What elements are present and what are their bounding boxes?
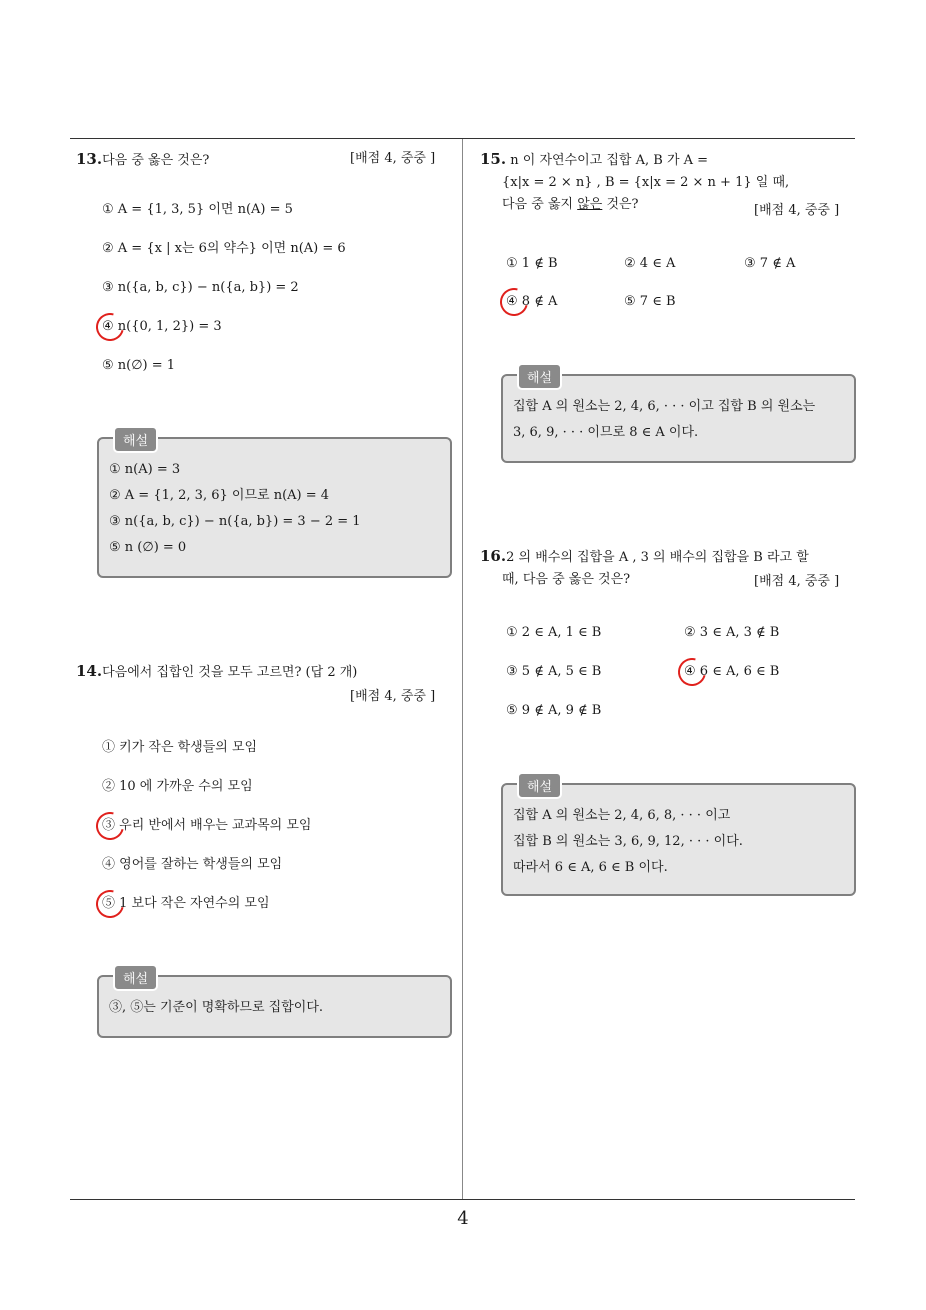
explanation-line: 3, 6, 9, · · · 이므로 8 ∈ A 이다. <box>513 425 699 440</box>
choice-4[interactable]: ④ 영어를 잘하는 학생들의 모임 <box>102 857 283 872</box>
question-text: 다음 중 옳은 것은? <box>102 153 210 168</box>
choice-4-answer[interactable]: ④ 8 ∉ A <box>506 292 557 312</box>
choice-1[interactable]: ① 2 ∈ A, 1 ∈ B <box>506 625 602 640</box>
explanation-line: 따라서 6 ∈ A, 6 ∈ B 이다. <box>513 860 668 875</box>
choice-4-answer[interactable]: ④ n({0, 1, 2}) = 3 <box>102 317 222 337</box>
answer-circle-mark <box>91 807 129 845</box>
explanation-line: 집합 A 의 원소는 2, 4, 6, 8, · · · 이고 <box>513 808 731 823</box>
explanation-tag: 해설 <box>113 426 158 453</box>
explanation-tag: 해설 <box>113 964 158 991</box>
explanation-box <box>501 371 856 463</box>
explanation-tag: 해설 <box>517 363 562 390</box>
choice-2[interactable]: ② 10 에 가까운 수의 모임 <box>102 779 253 794</box>
choice-2[interactable]: ② A = {x | x는 6의 약수} 이면 n(A) = 6 <box>102 241 346 256</box>
choice-1[interactable]: ① 1 ∉ B <box>506 256 558 271</box>
explanation-line: 집합 B 의 원소는 3, 6, 9, 12, · · · 이다. <box>513 834 743 849</box>
column-divider <box>462 139 463 1200</box>
choice-3[interactable]: ③ 7 ∉ A <box>744 256 796 271</box>
explanation-line: 집합 A 의 원소는 2, 4, 6, · · · 이고 집합 B 의 원소는 <box>513 399 816 414</box>
choice-5-answer[interactable]: ⑤ 1 보다 작은 자연수의 모임 <box>102 894 270 914</box>
question-14-stem <box>76 660 357 684</box>
choice-5[interactable]: ⑤ 9 ∉ A, 9 ∉ B <box>506 703 602 718</box>
explanation-line: ⑤ n (∅) = 0 <box>109 540 187 555</box>
points-label: [배점 4, 중중 ] <box>350 689 436 704</box>
choice-5[interactable]: ⑤ n(∅) = 1 <box>102 358 176 373</box>
explanation-box <box>97 972 452 1038</box>
question-text: 때, 다음 중 옳은 것은? <box>502 572 631 587</box>
page-number: 4 <box>457 1208 469 1229</box>
question-text: 다음 중 옳지 않은 것은? <box>502 197 639 212</box>
underlined-word: 않은 <box>577 197 603 212</box>
question-text: 2 의 배수의 집합을 A , 3 의 배수의 집합을 B 라고 할 <box>506 550 809 565</box>
answer-circle-mark <box>673 653 711 691</box>
explanation-line: ① n(A) = 3 <box>109 462 181 477</box>
choice-5[interactable]: ⑤ 7 ∈ B <box>624 294 676 309</box>
answer-circle-mark <box>495 283 533 321</box>
question-text: 다음에서 집합인 것을 모두 고르면? (답 2 개) <box>102 665 358 680</box>
question-number: 15. <box>480 150 507 168</box>
choice-3[interactable]: ③ 5 ∉ A, 5 ∈ B <box>506 664 602 679</box>
question-number: 14. <box>76 662 103 680</box>
explanation-box <box>97 434 452 578</box>
explanation-tag: 해설 <box>517 772 562 799</box>
explanation-box <box>501 780 856 896</box>
question-text: {x|x = 2 × n} , B = {x|x = 2 × n + 1} 일 때, <box>502 175 790 190</box>
choice-3[interactable]: ③ n({a, b, c}) − n({a, b}) = 2 <box>102 280 299 295</box>
answer-circle-mark <box>91 308 129 346</box>
choice-3-answer[interactable]: ③ 우리 반에서 배우는 교과목의 모임 <box>102 816 311 836</box>
question-text: n 이 자연수이고 집합 A, B 가 A = <box>510 153 709 168</box>
choice-2[interactable]: ② 3 ∈ A, 3 ∉ B <box>684 625 780 640</box>
explanation-line: ③ n({a, b, c}) − n({a, b}) = 3 − 2 = 1 <box>109 514 361 529</box>
choice-2[interactable]: ② 4 ∈ A <box>624 256 676 271</box>
choice-1[interactable]: ① A = {1, 3, 5} 이면 n(A) = 5 <box>102 202 293 217</box>
answer-circle-mark <box>91 885 129 923</box>
bottom-rule <box>70 1199 855 1200</box>
explanation-line: ③, ⑤는 기준이 명확하므로 집합이다. <box>109 1000 324 1015</box>
explanation-line: ② A = {1, 2, 3, 6} 이므로 n(A) = 4 <box>109 488 330 503</box>
question-13-stem <box>76 148 209 172</box>
question-number: 16. <box>480 547 507 565</box>
points-label: [배점 4, 중중 ] <box>754 203 840 218</box>
points-label: [배점 4, 중중 ] <box>754 574 840 589</box>
points-label: [배점 4, 중중 ] <box>350 151 436 166</box>
question-number: 13. <box>76 150 103 168</box>
choice-4-answer[interactable]: ④ 6 ∈ A, 6 ∈ B <box>684 662 779 682</box>
choice-1[interactable]: ① 키가 작은 학생들의 모임 <box>102 740 258 755</box>
